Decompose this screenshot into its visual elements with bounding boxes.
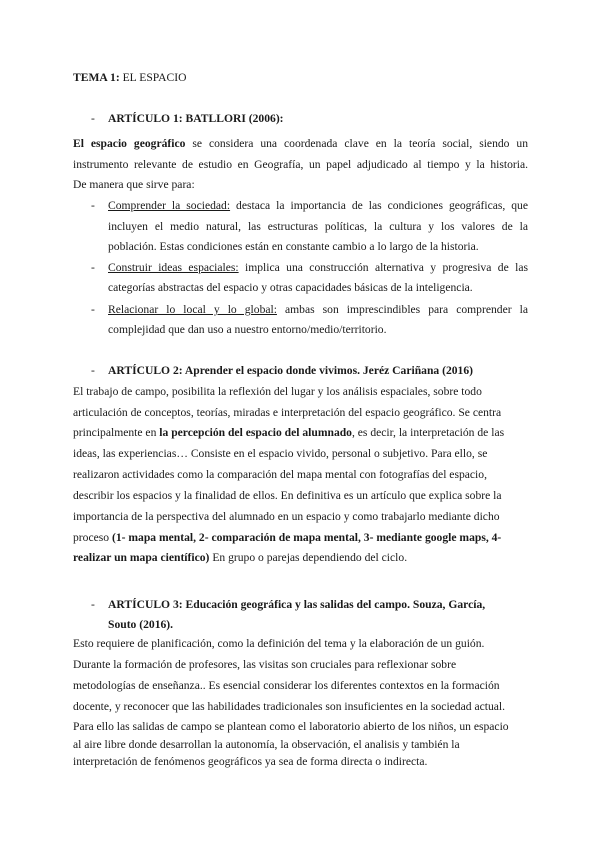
article-2-line-5: realizaron actividades como la comparación del mapa mental con fotografías del espacio, <box>73 468 487 481</box>
article-2-line-2: articulación de conceptos, teorías, miradas e interpretación del espacio geográfico. Se centra <box>73 406 502 419</box>
article-1-line-2: instrumento relevante de estudio en Geografía, un papel adjudicado al tiempo y la historia. <box>73 158 528 171</box>
article-3-line-1: Esto requiere de planificación, como la definición del tema y la elaboración de un guión. <box>73 637 485 650</box>
article-3-dash: - <box>91 598 95 611</box>
article-3-line-3: metodologías de enseñanza.. Es esencial considerar los diferentes contextos en la formación <box>73 679 500 692</box>
bullet-1-text: destaca la importancia de las condiciones geográficas, que <box>230 199 528 212</box>
article-1-bold-term: El espacio geográfico <box>73 137 186 150</box>
bullet-2-underlined: Construir ideas espaciales: <box>108 261 239 274</box>
article-1-heading: ARTÍCULO 1: BATLLORI (2006): <box>108 112 284 125</box>
article-2-process-list-end: realizar un mapa científico) <box>73 551 210 564</box>
bullet-2-text: implica una construcción alternativa y progresiva de las <box>238 261 528 274</box>
article-1-dash: - <box>91 112 95 125</box>
article-3-line-5: Para ello las salidas de campo se plantean como el laboratorio abierto de los niños, un espacio <box>73 720 509 733</box>
article-1-line-1-text: se considera una coordenada clave en la teoría social, siendo un <box>185 137 529 150</box>
title-text: EL ESPACIO <box>119 71 187 84</box>
title-label: TEMA 1: <box>73 71 120 84</box>
article-2-dash: - <box>91 364 95 377</box>
bullet-1-line-3: población. Estas condiciones están en constante cambio a lo largo de la historia. <box>108 240 479 253</box>
article-2-line-3 <box>73 426 504 440</box>
bullet-2-line-2: categorías abstractas del espacio y otras capacidades básicas de la inteligencia. <box>108 281 473 294</box>
article-1-line-3: De manera que sirve para: <box>73 178 195 191</box>
article-3-line-6: al aire libre donde desarrollan la autonomía, la observación, el analisis y también la <box>73 738 460 751</box>
article-2-line-7: importancia de la perspectiva del alumnado en un espacio y como trabajarlo mediante dicho <box>73 510 500 523</box>
bullet-1-dash: - <box>91 199 95 212</box>
article-2-line-3-a: principalmente en <box>73 426 160 439</box>
bullet-3-text: ambas son imprescindibles para comprender la <box>276 303 528 316</box>
article-3-line-4: docente, y reconocer que las habilidades tradicionales son insuficientes en la sociedad actual. <box>73 700 506 713</box>
bullet-1-underlined: Comprender la sociedad: <box>108 199 231 212</box>
bullet-2-line-1 <box>108 261 528 275</box>
article-2-line-9 <box>73 551 407 565</box>
bullet-3-dash: - <box>91 303 95 316</box>
article-2-line-8-a: proceso <box>73 531 112 544</box>
article-3-heading-line-1: ARTÍCULO 3: Educación geográfica y las salidas del campo. Souza, García, <box>108 598 486 611</box>
article-2-line-4: ideas, las experiencias… Consiste en el espacio vivido, personal o subjetivo. Para ello, se <box>73 447 488 460</box>
bullet-1-line-2: incluyen el medio natural, las estructuras políticas, la cultura y los valores de la <box>108 220 528 233</box>
article-3-line-2: Durante la formación de profesores, las visitas son cruciales para reflexionar sobre <box>73 658 457 671</box>
bullet-3-line-2: complejidad que dan uso a nuestro entorno/medio/territorio. <box>108 323 387 336</box>
article-2-line-8 <box>73 531 501 545</box>
bullet-1-line-1 <box>108 199 528 213</box>
article-2-heading: ARTÍCULO 2: Aprender el espacio donde vivimos. Jeréz Cariñana (2016) <box>108 364 473 377</box>
page-title <box>73 71 187 85</box>
article-2-process-list: (1- mapa mental, 2- comparación de mapa mental, 3- mediante google maps, 4- <box>111 531 502 544</box>
bullet-3-line-1 <box>108 303 528 317</box>
bullet-3-underlined: Relacionar lo local y lo global: <box>108 303 277 316</box>
article-3-line-7: interpretación de fenómenos geográficos ya sea de forma directa o indirecta. <box>73 755 428 768</box>
article-2-bold-phrase: la percepción del espacio del alumnado <box>159 426 352 439</box>
article-1-line-1 <box>73 137 528 151</box>
article-2-line-3-b: , es decir, la interpretación de las <box>351 426 505 439</box>
bullet-2-dash: - <box>91 261 95 274</box>
article-2-line-1: El trabajo de campo, posibilita la reflexión del lugar y los análisis espaciales, sobre todo <box>73 385 482 398</box>
article-2-line-9-b: En grupo o parejas dependiendo del ciclo. <box>209 551 408 564</box>
article-3-heading-line-2: Souto (2016). <box>108 618 174 631</box>
article-2-line-6: describir los espacios y la finalidad de ellos. En definitiva es un artículo que explica sobre la <box>73 489 502 502</box>
